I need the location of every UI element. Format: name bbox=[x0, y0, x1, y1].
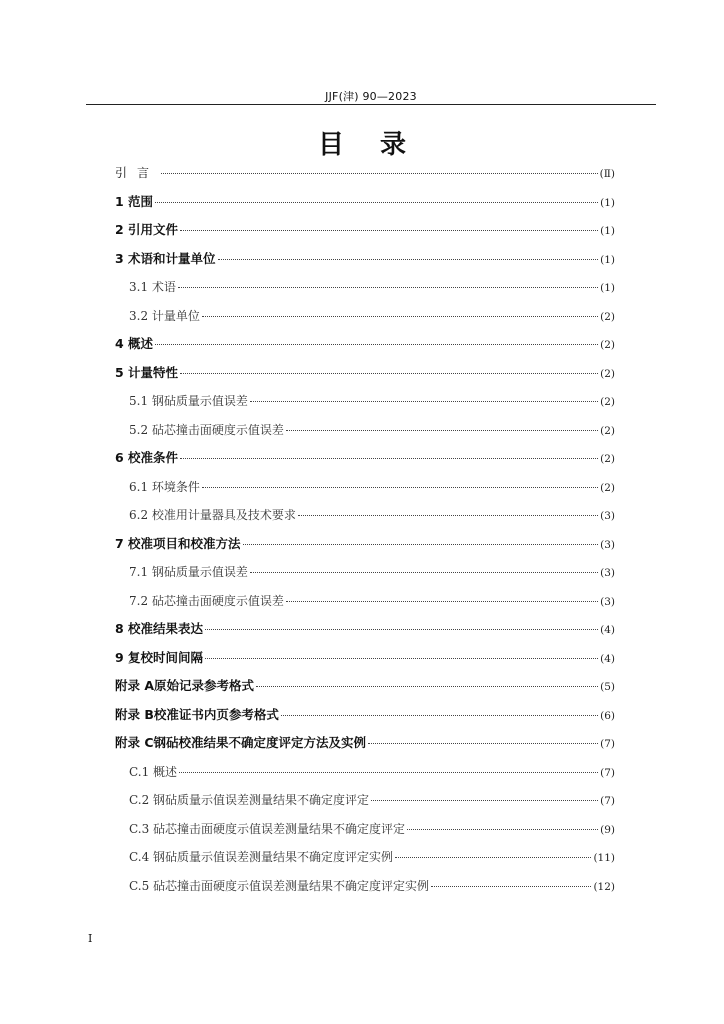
toc-entry[interactable] bbox=[115, 330, 615, 359]
toc-entry-label: 6 校准条件 bbox=[115, 450, 179, 465]
toc-entry-page: (4) bbox=[600, 624, 615, 636]
toc-entry-page: (3) bbox=[600, 538, 615, 551]
toc-entry-label: 5 计量特性 bbox=[115, 364, 179, 380]
toc-entry-page: (2) bbox=[600, 339, 615, 351]
toc-entry[interactable] bbox=[115, 188, 615, 217]
toc-entry-label: 7.1 钢砧质量示值误差 bbox=[129, 565, 248, 579]
toc-entry-label: 引言 bbox=[115, 166, 160, 180]
toc-entry-label: 1 范围 bbox=[115, 193, 154, 209]
toc-entry-label: 附录 A原始记录参考格式 bbox=[115, 678, 255, 693]
toc-entry-page: (7) bbox=[600, 795, 615, 807]
toc-entry-page: (2) bbox=[600, 424, 615, 437]
toc-entry-label: 7 校准项目和校准方法 bbox=[115, 535, 241, 551]
toc-entry-page: (2) bbox=[600, 481, 615, 494]
dot-leader bbox=[179, 772, 598, 773]
toc-entry-page: (5) bbox=[600, 681, 615, 693]
toc-entry-label: 3 术语和计量单位 bbox=[115, 250, 216, 266]
dot-leader bbox=[431, 886, 591, 887]
toc-entry[interactable] bbox=[115, 843, 615, 872]
toc-entry-page: (2) bbox=[600, 310, 615, 323]
toc-entry[interactable] bbox=[115, 302, 615, 331]
toc-entry[interactable] bbox=[115, 672, 615, 701]
toc-entry-page: (9) bbox=[600, 823, 615, 836]
dot-leader bbox=[155, 202, 598, 203]
toc-entry[interactable] bbox=[115, 530, 615, 559]
dot-leader bbox=[368, 743, 598, 744]
dot-leader bbox=[205, 658, 598, 659]
dot-leader bbox=[202, 487, 598, 488]
dot-leader bbox=[298, 515, 598, 516]
toc-entry-page: (1) bbox=[600, 253, 615, 266]
toc-entry-label: C.5 砧芯撞击面硬度示值误差测量结果不确定度评定实例 bbox=[129, 878, 430, 893]
toc-entry[interactable] bbox=[115, 359, 615, 388]
toc-entry-label: 5.2 砧芯撞击面硬度示值误差 bbox=[129, 422, 284, 437]
dot-leader bbox=[243, 544, 599, 545]
toc-entry-page: (7) bbox=[600, 738, 615, 750]
toc-entry-label: 7.2 砧芯撞击面硬度示值误差 bbox=[129, 593, 284, 608]
toc-entry[interactable] bbox=[115, 558, 615, 587]
dot-leader bbox=[178, 287, 598, 288]
dot-leader bbox=[407, 829, 598, 830]
toc-entry[interactable] bbox=[115, 245, 615, 274]
dot-leader bbox=[155, 344, 598, 345]
toc-entry-page: (1) bbox=[600, 225, 615, 237]
toc-entry-page: (7) bbox=[600, 766, 615, 779]
toc-entry-label: 3.1 术语 bbox=[129, 280, 176, 294]
toc-entry[interactable] bbox=[115, 273, 615, 302]
toc-entry[interactable] bbox=[115, 615, 615, 644]
toc-entry[interactable] bbox=[115, 729, 615, 758]
toc-entry-label: 5.1 钢砧质量示值误差 bbox=[129, 394, 248, 408]
dot-leader bbox=[205, 629, 598, 630]
toc-entry-page: (2) bbox=[600, 396, 615, 408]
header-rule bbox=[86, 104, 656, 105]
document-code-header: JJF(津) 90—2023 bbox=[325, 90, 417, 103]
dot-leader bbox=[250, 572, 598, 573]
toc-entry-page: (2) bbox=[600, 453, 615, 465]
dot-leader bbox=[180, 458, 598, 459]
table-of-contents bbox=[115, 159, 615, 900]
toc-entry-label: 附录 C钢砧校准结果不确定度评定方法及实例 bbox=[115, 735, 367, 750]
toc-entry[interactable] bbox=[115, 786, 615, 815]
dot-leader bbox=[286, 601, 598, 602]
dot-leader bbox=[161, 173, 598, 174]
toc-entry-label: 附录 B校准证书内页参考格式 bbox=[115, 706, 279, 722]
toc-entry-label: C.1 概述 bbox=[129, 764, 178, 779]
toc-entry[interactable] bbox=[115, 416, 615, 445]
dot-leader bbox=[218, 259, 599, 260]
toc-entry[interactable] bbox=[115, 216, 615, 245]
toc-entry[interactable] bbox=[115, 872, 615, 901]
toc-entry-label: 6.1 环境条件 bbox=[129, 479, 200, 494]
toc-entry-label: 9 复校时间间隔 bbox=[115, 649, 204, 665]
toc-entry[interactable] bbox=[115, 815, 615, 844]
toc-entry-label: C.4 钢砧质量示值误差测量结果不确定度评定实例 bbox=[129, 850, 394, 864]
toc-entry[interactable] bbox=[115, 501, 615, 530]
toc-entry-page: (3) bbox=[600, 510, 615, 522]
toc-entry-label: 4 概述 bbox=[115, 336, 154, 351]
toc-entry-label: 6.2 校准用计量器具及技术要求 bbox=[129, 508, 296, 522]
toc-entry-page: (Ⅱ) bbox=[599, 168, 615, 180]
toc-entry[interactable] bbox=[115, 644, 615, 673]
toc-entry-label: 2 引用文件 bbox=[115, 222, 179, 237]
dot-leader bbox=[180, 373, 598, 374]
toc-entry[interactable] bbox=[115, 587, 615, 616]
page-number: I bbox=[88, 932, 93, 945]
toc-entry-page: (6) bbox=[600, 709, 615, 722]
toc-entry[interactable] bbox=[115, 159, 615, 188]
toc-entry[interactable] bbox=[115, 758, 615, 787]
dot-leader bbox=[281, 715, 598, 716]
toc-entry[interactable] bbox=[115, 444, 615, 473]
toc-entry-label: C.2 钢砧质量示值误差测量结果不确定度评定 bbox=[129, 793, 370, 807]
dot-leader bbox=[256, 686, 598, 687]
toc-entry-page: (3) bbox=[600, 567, 615, 579]
dot-leader bbox=[250, 401, 598, 402]
page-title: 目录 bbox=[317, 130, 442, 160]
toc-entry[interactable] bbox=[115, 387, 615, 416]
toc-entry-page: (1) bbox=[600, 282, 615, 294]
toc-entry-page: (1) bbox=[600, 196, 615, 209]
toc-entry-page: (11) bbox=[593, 852, 615, 864]
toc-entry-page: (2) bbox=[600, 367, 615, 380]
dot-leader bbox=[286, 430, 598, 431]
toc-entry-page: (4) bbox=[600, 652, 615, 665]
toc-entry-label: C.3 砧芯撞击面硬度示值误差测量结果不确定度评定 bbox=[129, 821, 406, 836]
toc-entry-page: (3) bbox=[600, 595, 615, 608]
toc-entry[interactable] bbox=[115, 473, 615, 502]
toc-entry-label: 8 校准结果表达 bbox=[115, 621, 204, 636]
dot-leader bbox=[202, 316, 598, 317]
dot-leader bbox=[371, 800, 598, 801]
dot-leader bbox=[180, 230, 598, 231]
toc-entry[interactable] bbox=[115, 701, 615, 730]
toc-entry-label: 3.2 计量单位 bbox=[129, 308, 200, 323]
toc-entry-page: (12) bbox=[593, 880, 615, 893]
dot-leader bbox=[395, 857, 591, 858]
